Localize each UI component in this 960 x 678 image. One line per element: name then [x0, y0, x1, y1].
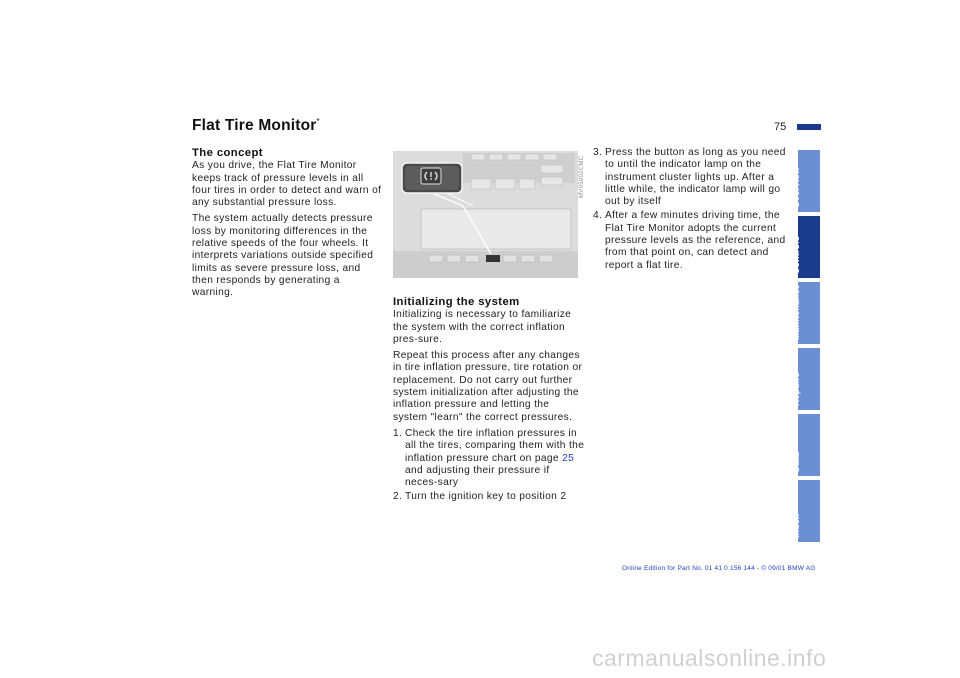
list-item: 4. After a few minutes driving time, the Flat Tire Monitor adopts the current pressure levels as the reference, and from that point on, can detect and report a flat tire.	[593, 210, 786, 271]
page-link[interactable]: 25	[562, 452, 575, 464]
steps-continued	[593, 147, 788, 274]
steps-list	[393, 428, 585, 504]
concept-paragraph-1: As you drive, the Flat Tire Monitor keeps track of pressure levels in all four tires in order to detect and warn of any substantial pressure loss.	[192, 160, 382, 209]
step-number: 2.	[393, 491, 403, 503]
dashboard-illustration	[393, 151, 578, 278]
initializing-paragraph-1: Initializing is necessary to familiarize the system with the correct inflation pres-sure.	[393, 309, 572, 345]
tab-overview[interactable]: Overview	[798, 150, 820, 212]
list-item: 1. Check the tire inflation pressures in all the tires, comparing them with the inflation pressure chart on page 25 and adjusting their pressure if neces-sary	[393, 427, 585, 489]
concept-heading: The concept	[192, 147, 263, 159]
initializing-paragraph-2: Repeat this process after any changes in tire inflation pressure, tire rotation or replacement. Do not carry out further system initialization after adjusting the inflation pressure and letting the system "learn" the correct pressures.	[393, 350, 583, 423]
dashboard-photo	[393, 151, 578, 278]
steps-list-continued	[593, 147, 788, 272]
page-number-bar	[797, 124, 821, 130]
concept-section	[192, 147, 384, 304]
photo-code: MV05002CMC	[579, 155, 585, 198]
initializing-section	[393, 296, 585, 506]
footnote-mark: *	[316, 117, 320, 126]
step-number: 1.	[393, 427, 403, 439]
step-number: 4.	[593, 210, 603, 222]
list-item: 2. Turn the ignition key to position 2	[393, 491, 567, 503]
list-item: 3. Press the button as long as you need to until the indicator lamp on the instrument cluster lights up. After a little while, the indicator lamp will go out by itself	[593, 147, 786, 208]
concept-paragraph-2: The system actually detects pressure loss by monitoring differences in the relative speeds of the four wheels. It interprets variations outside specified limits as severe pressure loss, and then responds by generating a warning.	[192, 213, 374, 299]
footer-edition-note: Online Edition for Part No. 01 41 0 156 144 - © 09/01 BMW AG	[622, 565, 816, 572]
page-title: Flat Tire Monitor*	[192, 117, 320, 135]
page-number: 75	[774, 121, 787, 133]
initializing-heading: Initializing the system	[393, 296, 520, 308]
tab-data[interactable]: Data	[798, 414, 820, 476]
watermark: carmanualsonline.info	[592, 645, 827, 671]
tab-repairs[interactable]: Repairs	[798, 348, 820, 410]
tab-index[interactable]: Index	[798, 480, 820, 542]
step-number: 3.	[593, 147, 603, 158]
tab-maintenance[interactable]: Maintenance	[798, 282, 820, 344]
tab-controls[interactable]: Controls	[798, 216, 820, 278]
